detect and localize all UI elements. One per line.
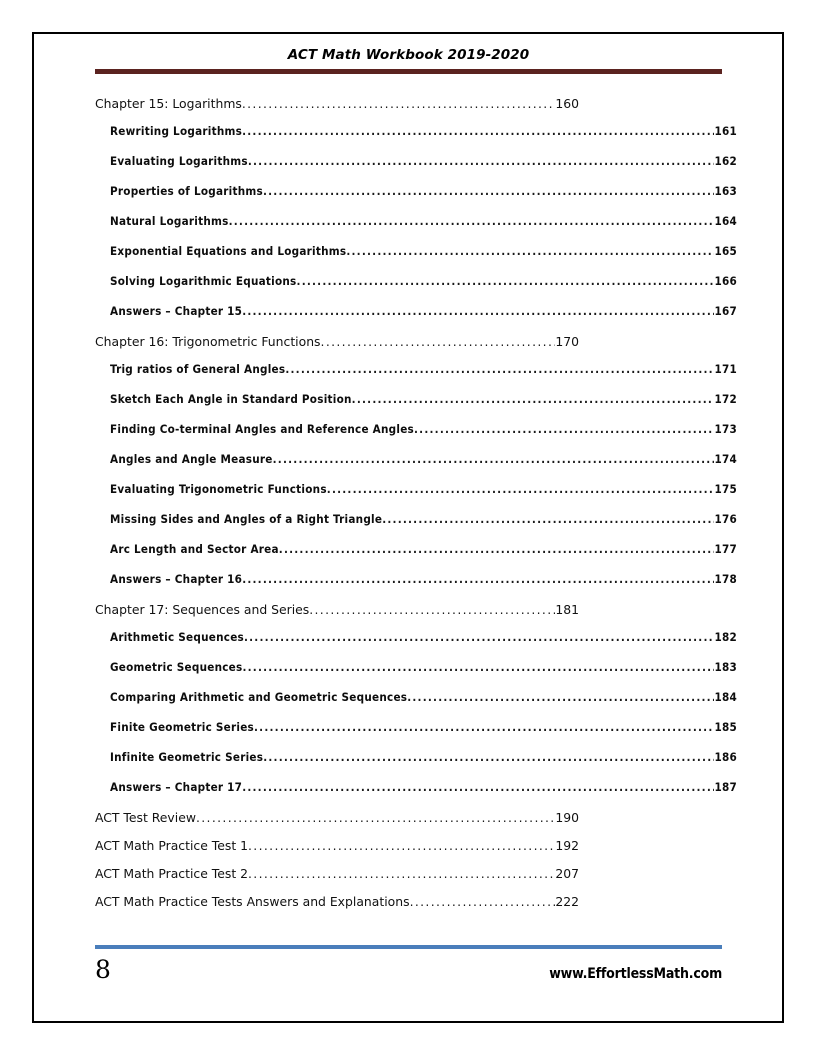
toc-leader-dots (242, 660, 714, 674)
toc-entry-page-number: 222 (555, 893, 579, 909)
toc-leader-dots (248, 154, 715, 168)
toc-entry-label: Solving Logarithmic Equations (110, 273, 297, 288)
toc-leader-dots (248, 866, 555, 881)
toc-entry-page-number: 164 (714, 213, 737, 228)
toc-entry-label: Arithmetic Sequences (110, 629, 244, 644)
running-header (95, 32, 722, 74)
toc-entry-page-number: 171 (714, 361, 737, 376)
toc-entry[interactable] (110, 542, 737, 572)
toc-entry-page-number: 175 (714, 481, 737, 496)
toc-leader-dots (242, 304, 714, 318)
toc-entry-page-number: 183 (714, 659, 737, 674)
toc-entry[interactable] (110, 660, 737, 690)
toc-leader-dots (229, 214, 715, 228)
toc-entry-page-number: 190 (555, 809, 579, 825)
toc-leader-dots (321, 334, 556, 349)
toc-leader-dots (263, 750, 714, 764)
toc-entry[interactable] (110, 780, 737, 810)
toc-entry[interactable] (95, 838, 579, 866)
toc-entry-page-number: 178 (714, 571, 737, 586)
toc-entry[interactable] (110, 630, 737, 660)
toc-leader-dots (273, 452, 715, 466)
toc-entry-label: Rewriting Logarithms (110, 123, 243, 138)
toc-entry-label: Answers – Chapter 17 (110, 779, 243, 794)
toc-entry[interactable] (95, 894, 579, 922)
toc-leader-dots (352, 392, 715, 406)
toc-entry-page-number: 163 (714, 183, 737, 198)
toc-entry-label: Chapter 17: Sequences and Series (95, 601, 310, 617)
toc-entry-page-number: 173 (714, 421, 737, 436)
toc-entry-label: Geometric Sequences (110, 659, 243, 674)
toc-entry-page-number: 186 (714, 749, 737, 764)
toc-entry-label: Answers – Chapter 15 (110, 303, 243, 318)
toc-entry-label: Natural Logarithms (110, 213, 229, 228)
toc-leader-dots (279, 542, 715, 556)
toc-entry[interactable] (110, 124, 737, 154)
toc-entry-label: Chapter 15: Logarithms (95, 95, 242, 111)
toc-entry-label: Comparing Arithmetic and Geometric Sequences (110, 689, 408, 704)
toc-entry-label: ACT Math Practice Test 1 (95, 837, 248, 853)
toc-entry-label: Chapter 16: Trigonometric Functions (95, 333, 321, 349)
toc-entry[interactable] (110, 422, 737, 452)
toc-entry[interactable] (110, 720, 737, 750)
toc-entry[interactable] (110, 512, 737, 542)
toc-entry-label: Properties of Logarithms (110, 183, 263, 198)
toc-entry[interactable] (110, 482, 737, 512)
toc-entry-page-number: 170 (555, 333, 579, 349)
toc-leader-dots (297, 274, 715, 288)
toc-entry-page-number: 192 (555, 837, 579, 853)
toc-entry-page-number: 167 (714, 303, 737, 318)
toc-entry-label: Sketch Each Angle in Standard Position (110, 391, 352, 406)
toc-leader-dots (346, 244, 714, 258)
toc-leader-dots (248, 838, 555, 853)
toc-entry[interactable] (110, 154, 737, 184)
toc-entry-label: Arc Length and Sector Area (110, 541, 279, 556)
toc-entry-page-number: 182 (714, 629, 737, 644)
toc-entry-page-number: 172 (714, 391, 737, 406)
toc-entry-page-number: 166 (714, 273, 737, 288)
toc-entry-label: Finite Geometric Series (110, 719, 254, 734)
toc-entry-page-number: 174 (714, 451, 737, 466)
document-title: ACT Math Workbook 2019-2020 (287, 47, 530, 63)
toc-entry-label: Evaluating Trigonometric Functions (110, 481, 327, 496)
footer-page-number: 8 (95, 955, 111, 984)
toc-entry-page-number: 165 (714, 243, 737, 258)
toc-leader-dots (410, 894, 556, 909)
toc-entry-page-number: 176 (714, 511, 737, 526)
toc-entry-page-number: 207 (555, 865, 579, 881)
toc-entry-page-number: 181 (555, 601, 579, 617)
toc-entry-label: Answers – Chapter 16 (110, 571, 243, 586)
toc-entry[interactable] (95, 602, 579, 630)
toc-entry-label: ACT Test Review (95, 809, 196, 825)
toc-entry-label: Angles and Angle Measure (110, 451, 273, 466)
toc-leader-dots (242, 572, 714, 586)
page-footer (95, 945, 722, 982)
toc-leader-dots (382, 512, 714, 526)
table-of-contents (95, 95, 737, 922)
toc-entry-page-number: 184 (714, 689, 737, 704)
toc-leader-dots (196, 810, 555, 825)
toc-leader-dots (309, 602, 555, 617)
toc-leader-dots (407, 690, 714, 704)
footer-website: www.EffortlessMath.com (549, 966, 722, 982)
toc-entry-label: Infinite Geometric Series (110, 749, 264, 764)
toc-entry-label: Missing Sides and Angles of a Right Triangle (110, 511, 383, 526)
toc-leader-dots (285, 362, 714, 376)
toc-entry[interactable] (110, 452, 737, 482)
toc-entry-label: ACT Math Practice Test 2 (95, 865, 248, 881)
toc-entry-page-number: 162 (714, 153, 737, 168)
toc-entry-label: Finding Co-terminal Angles and Reference Angles (110, 421, 414, 436)
toc-leader-dots (242, 96, 555, 111)
toc-leader-dots (254, 720, 714, 734)
toc-entry-label: Evaluating Logarithms (110, 153, 248, 168)
toc-entry-label: ACT Math Practice Tests Answers and Explanations (95, 893, 410, 909)
toc-entry-page-number: 177 (714, 541, 737, 556)
toc-entry-page-number: 161 (714, 123, 737, 138)
toc-leader-dots (244, 630, 714, 644)
toc-entry[interactable] (110, 572, 737, 602)
toc-entry[interactable] (110, 690, 737, 720)
toc-entry[interactable] (95, 866, 579, 894)
toc-entry[interactable] (110, 214, 737, 244)
toc-entry[interactable] (110, 750, 737, 780)
footer-rule (95, 945, 722, 949)
toc-leader-dots (263, 184, 714, 198)
toc-leader-dots (327, 482, 715, 496)
toc-entry[interactable] (110, 392, 737, 422)
toc-entry-page-number: 160 (555, 95, 579, 111)
toc-entry-page-number: 185 (714, 719, 737, 734)
toc-entry[interactable] (110, 274, 737, 304)
toc-entry[interactable] (110, 362, 737, 392)
toc-entry-label: Trig ratios of General Angles (110, 361, 286, 376)
toc-leader-dots (242, 780, 714, 794)
toc-entry[interactable] (110, 304, 737, 334)
toc-entry[interactable] (95, 96, 579, 124)
toc-entry[interactable] (95, 810, 579, 838)
toc-entry-label: Exponential Equations and Logarithms (110, 243, 347, 258)
toc-leader-dots (242, 124, 714, 138)
page-content (95, 32, 737, 1023)
toc-entry[interactable] (110, 244, 737, 274)
header-rule (95, 69, 722, 74)
toc-entry-page-number: 187 (714, 779, 737, 794)
toc-entry[interactable] (110, 184, 737, 214)
toc-entry[interactable] (95, 334, 579, 362)
toc-leader-dots (414, 422, 714, 436)
